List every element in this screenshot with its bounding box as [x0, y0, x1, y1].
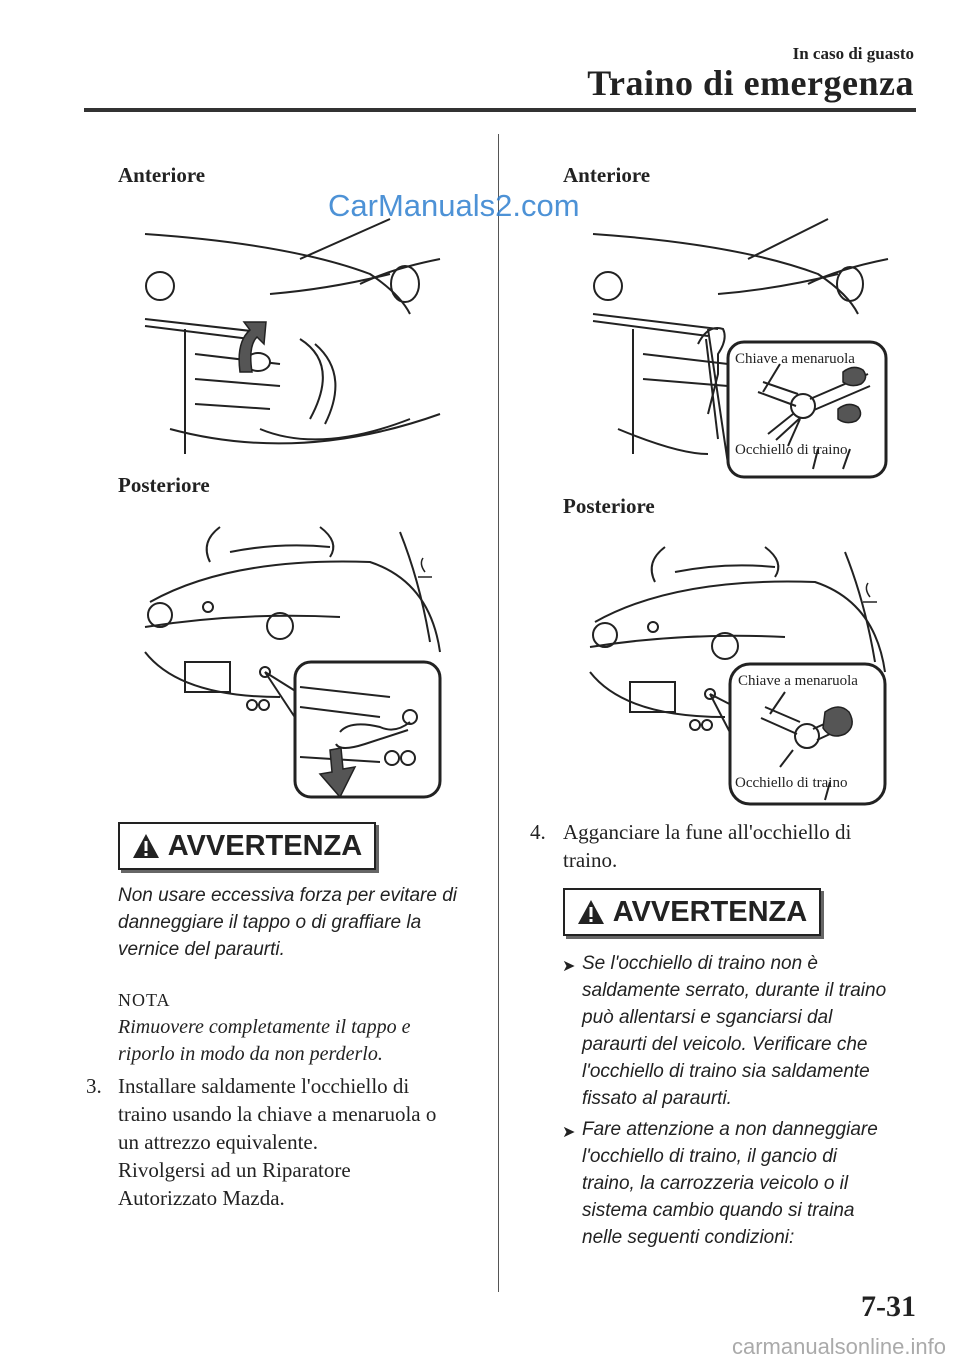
- warning-line: l'occhiello di traino, il gancio di: [582, 1146, 837, 1167]
- section-name: In caso di guasto: [792, 44, 914, 63]
- warning-text-left: [118, 882, 488, 963]
- arrow-bullet-icon: ➤: [562, 958, 576, 975]
- warning-bullet: [562, 1116, 932, 1251]
- front-tow-eye-illustration: [588, 214, 893, 484]
- warning-box-right: [563, 888, 821, 936]
- page-number: 7-31: [861, 1290, 916, 1323]
- front-bumper-cap-illustration: [140, 214, 460, 464]
- note-line: Rimuovere completamente il tappo e: [118, 1016, 411, 1038]
- warning-line: Fare attenzione a non danneggiare: [582, 1119, 878, 1140]
- step-line: un attrezzo equivalente.: [118, 1130, 318, 1154]
- arrow-bullet-icon: ➤: [562, 1124, 576, 1141]
- warning-box-left: [118, 822, 376, 870]
- warning-line: saldamente serrato, durante il traino: [582, 980, 887, 1001]
- callout-wrench-front: Chiave a menaruola: [735, 351, 855, 367]
- warning-line: l'occhiello di traino sia saldamente: [582, 1061, 870, 1082]
- watermark: CarManuals2.com: [328, 188, 580, 223]
- warning-line: può allentarsi e sganciarsi dal: [582, 1007, 833, 1028]
- warning-triangle-icon: [132, 833, 160, 859]
- warning-line: nelle seguenti condizioni:: [582, 1227, 795, 1248]
- callout-eye-front: Occhiello di traino: [735, 442, 848, 458]
- step-line: Autorizzato Mazda.: [118, 1186, 285, 1210]
- warning-line: fissato al paraurti.: [582, 1088, 732, 1109]
- step-line: Installare saldamente l'occhiello di: [118, 1074, 410, 1098]
- warning-line: sistema cambio quando si traina: [582, 1200, 855, 1221]
- warning-line: paraurti del veicolo. Verificare che: [582, 1034, 868, 1055]
- fig-rear-label-right: Posteriore: [563, 494, 655, 518]
- warning-bullet: [562, 950, 932, 1112]
- warning-title-right: AVVERTENZA: [612, 895, 808, 928]
- footer-url: carmanualsonline.info: [731, 1334, 946, 1359]
- rear-bumper-cap-illustration: [140, 522, 445, 802]
- callout-eye-rear: Occhiello di traino: [735, 775, 848, 791]
- step-line: traino usando la chiave a menaruola o: [118, 1102, 437, 1126]
- warning-line: danneggiare il tappo o di graffiare la: [118, 912, 422, 933]
- note-line: riporlo in modo da non perderlo.: [118, 1043, 383, 1065]
- step-4-text: [563, 818, 923, 874]
- warning-triangle-icon: [577, 899, 605, 925]
- warning-line: vernice del paraurti.: [118, 939, 285, 960]
- fig-rear-label-left: Posteriore: [118, 473, 210, 497]
- callout-wrench-rear: Chiave a menaruola: [738, 673, 858, 689]
- step-3-text: [118, 1072, 488, 1212]
- warning-line: traino, la carrozzeria veicolo o il: [582, 1173, 849, 1194]
- note-title: NOTA: [118, 990, 171, 1010]
- step-3-number: 3.: [86, 1074, 102, 1098]
- fig-front-label-right: Anteriore: [563, 163, 651, 187]
- page-title: Traino di emergenza: [587, 63, 914, 103]
- step-4-number: 4.: [530, 820, 546, 844]
- step-line: Agganciare la fune all'occhiello di: [563, 820, 852, 844]
- step-line: traino.: [563, 848, 618, 872]
- warning-line: Non usare eccessiva forza per evitare di: [118, 885, 457, 906]
- rear-tow-eye-illustration: [585, 542, 890, 807]
- header-rule: [84, 108, 916, 112]
- warning-title-left: AVVERTENZA: [167, 829, 363, 862]
- step-line: Rivolgersi ad un Riparatore: [118, 1158, 351, 1182]
- note-text: [118, 1014, 488, 1068]
- column-divider: [498, 134, 499, 1292]
- fig-front-label-left: Anteriore: [118, 163, 206, 187]
- warning-bullets-right: [562, 950, 932, 1251]
- warning-line: Se l'occhiello di traino non è: [582, 953, 818, 974]
